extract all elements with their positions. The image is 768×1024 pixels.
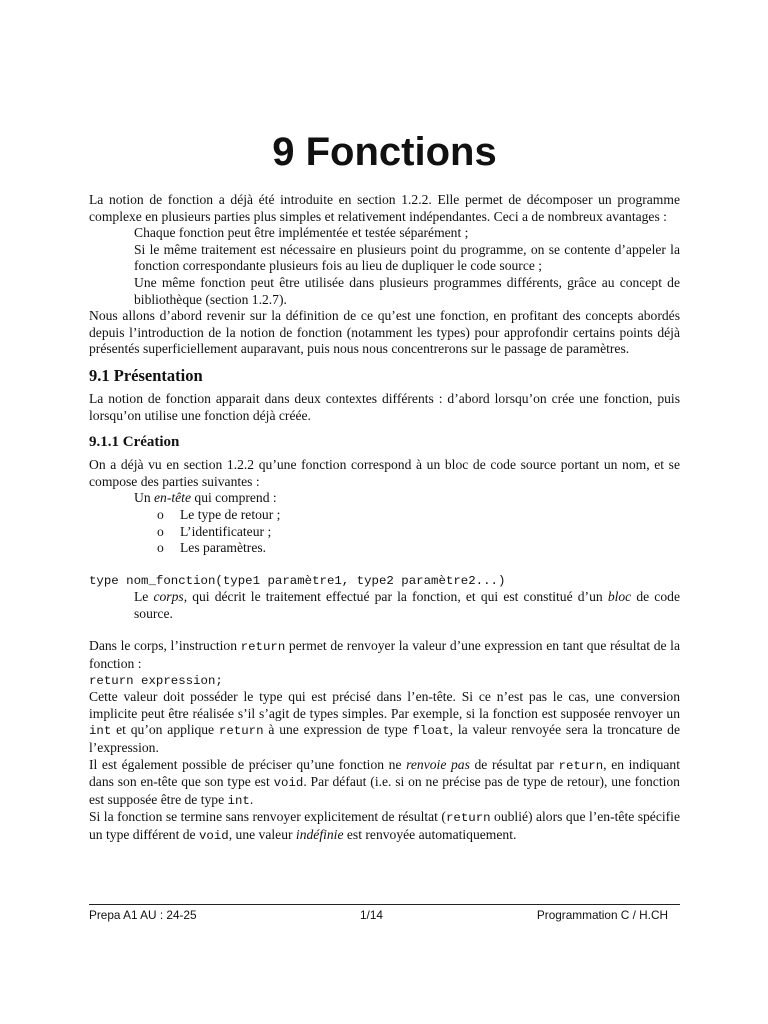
advantage-item: Si le même traitement est nécessaire en plusieurs point du programme, on se contente d’appeler la fonction correspondante plusieurs fois au lieu de dupliquer le code source ; [134, 241, 680, 274]
creation-paragraph: On a déjà vu en section 1.2.2 qu’une fonction correspond à un bloc de code source portant un nom, et se compose des parties suivantes : [89, 457, 680, 489]
bullet-item: o Le type de retour ; [157, 506, 281, 522]
section-paragraph: La notion de fonction apparait dans deux contextes différents : d’abord lorsqu’on crée une fonction, puis lorsqu’on utilise une fonction déjà créée. [89, 390, 680, 423]
return-paragraph: Dans le corps, l’instruction return permet de renvoyer la valeur d’une expression en tant que résultat de la fonction : [89, 638, 680, 672]
code-return: return expression; [89, 673, 223, 688]
advantage-item: Chaque fonction peut être implémentée et testée séparément ; [134, 225, 469, 241]
intro-paragraph-2: Nous allons d’abord revenir sur la définition de ce qu’est une fonction, en profitant des concepts abordés depuis l’introduction de la notion de fonction (notamment les types) pour approfondir certains points déjà présentés superficiellement auparavant, puis nous nous concentrerons sur le passage de paramètres. [89, 308, 680, 357]
chapter-title: 9 Fonctions [272, 130, 497, 174]
emphasis-text: en-tête [154, 490, 191, 506]
bullet-item: o L’identificateur ; [157, 523, 272, 539]
undefined-paragraph: Si la fonction se termine sans renvoyer explicitement de résultat (return oublié) alors que l’en-tête spécifie un type différent de void, une valeur indéfinie est renvoyée automatiquement. [89, 809, 680, 843]
subsection-heading: 9.1.1 Création [89, 434, 180, 451]
body-item: Le corps, qui décrit le traitement effectué par la fonction, et qui est constitué d’un bloc de code source. [134, 589, 680, 621]
bullet-item: o Les paramètres. [157, 540, 267, 556]
advantage-item: Une même fonction peut être utilisée dans plusieurs programmes différents, grâce au concept de bibliothèque (section 1.2.7). [134, 274, 680, 307]
section-heading: 9.1 Présentation [89, 365, 203, 385]
code-signature: type nom_fonction(type1 paramètre1, type2 paramètre2...) [89, 573, 506, 588]
footer-left: Prepa A1 AU : 24-25 [89, 908, 197, 922]
document-page [89, 0, 680, 1024]
page-footer [89, 904, 680, 922]
intro-paragraph: La notion de fonction a déjà été introduite en section 1.2.2. Elle permet de décomposer un programme complexe en plusieurs parties plus simples et relativement indépendantes. Ceci a de nombreux avantages : [89, 192, 680, 224]
footer-right: Programmation C / H.CH [536, 908, 668, 922]
circle-bullet-icon: o [157, 506, 164, 522]
circle-bullet-icon: o [157, 523, 164, 539]
content-flow [89, 192, 680, 845]
header-item: Un en-tête qui comprend : [134, 490, 277, 506]
void-paragraph: Il est également possible de préciser qu’une fonction ne renvoie pas de résultat par return, en indiquant dans son en-tête que son type est void. Par défaut (i.e. si on ne précise pas de type de retour), une fonction est supposée être de type int. [89, 756, 680, 808]
conversion-paragraph: Cette valeur doit posséder le type qui est précisé dans l’en-tête. Si ce n’est pas le cas, une conversion implicite peut être réalisée s’il s’agit de types simples. Par exemple, si la fonction est supposée renvoyer un int et qu’on applique return à une expression de type float, la valeur renvoyée sera la troncature de l’expression. [89, 689, 680, 756]
circle-bullet-icon: o [157, 540, 164, 556]
page-number: 1/14 [360, 908, 383, 922]
